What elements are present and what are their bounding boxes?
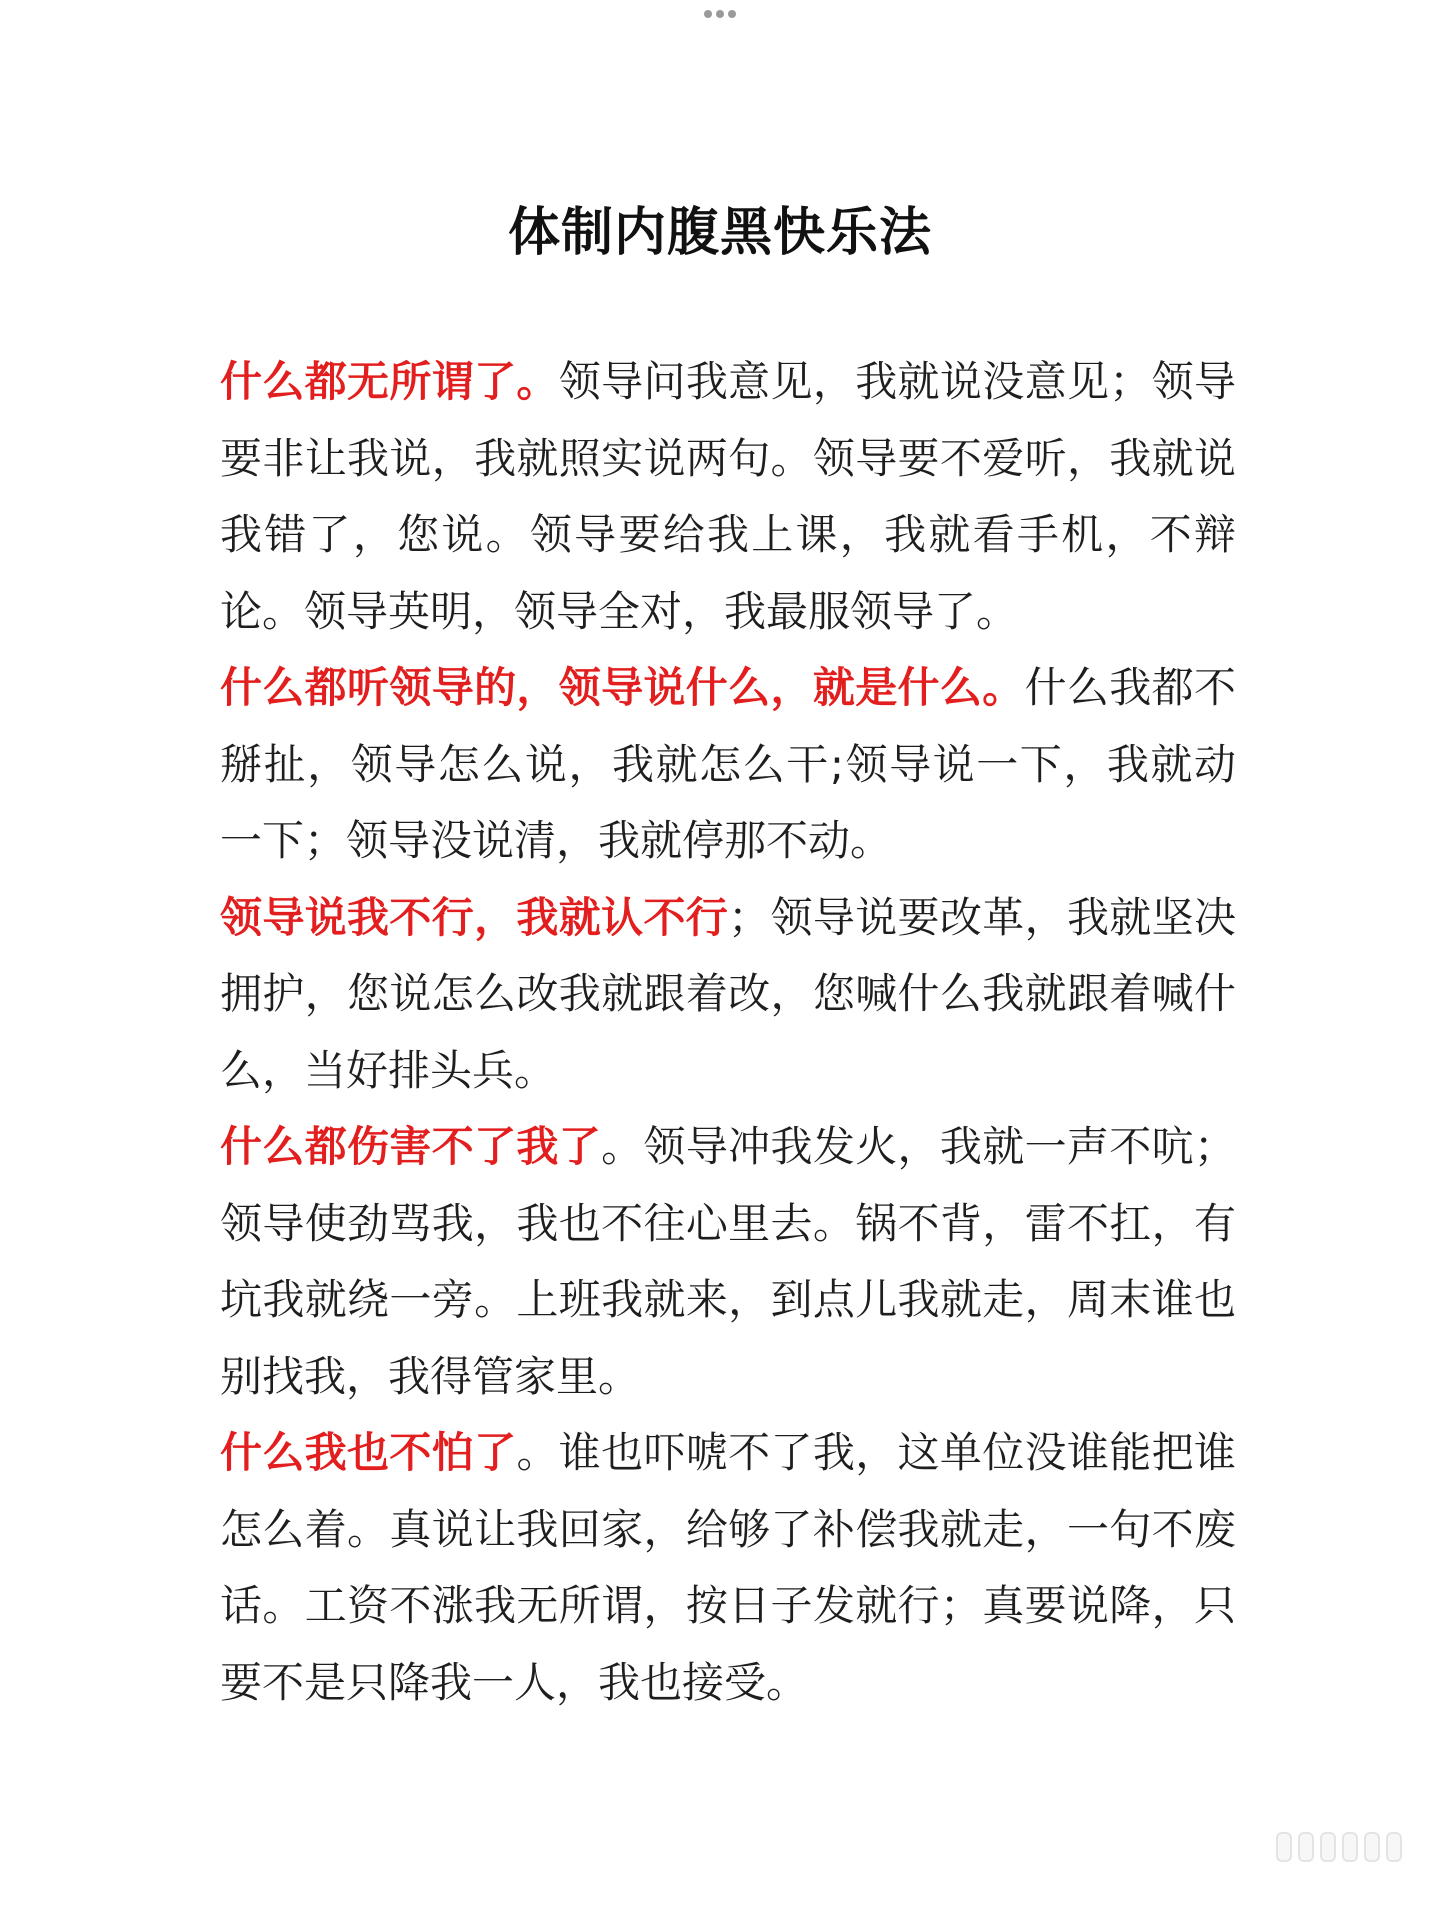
paragraph-lead: 什么都伤害不了我了 [220,1122,602,1171]
paragraph-lead: 什么都听领导的，领导说什么，就是什么。 [220,663,1025,712]
paragraph-lead: 什么都无所谓了。 [220,357,559,406]
paragraph-1 [220,344,1236,650]
watermark-bar [1342,1832,1358,1862]
watermark-bar [1276,1832,1292,1862]
paragraph-text: ；领导说要改革，我就坚决拥护，您说怎么改我就跟着改，您喊什么我就跟着喊什么，当好排头兵。 [220,892,1236,1095]
paragraph-text: 领导问我意见，我就说没意见；领导要非让我说，我就照实说两句。领导要不爱听，我就说我错了，您说。领导要给我上课，我就看手机，不辩论。领导英明，领导全对，我最服领导了。 [220,357,1236,636]
page-title: 体制内腹黑快乐法 [507,203,932,263]
dot [704,10,712,18]
paragraph-text: 。领导冲我发火，我就一声不吭；领导使劲骂我，我也不往心里去。锅不背，雷不扛，有坑我就绕一旁。上班我就来，到点儿我就走，周末谁也别找我，我得管家里。 [220,1122,1236,1401]
paragraph-text: 。谁也吓唬不了我，这单位没谁能把谁怎么着。真说让我回家，给够了补偿我就走，一句不废话。工资不涨我无所谓，按日子发就行；真要说降，只要不是只降我一人，我也接受。 [220,1428,1236,1707]
watermark-bar [1320,1832,1336,1862]
watermark-icon [1276,1832,1402,1862]
article-body [220,344,1236,1721]
watermark-bar [1386,1832,1402,1862]
watermark-bar [1364,1832,1380,1862]
dot [716,10,724,18]
paragraph-2 [220,650,1236,880]
dot [728,10,736,18]
paragraph-3 [220,880,1236,1110]
paragraph-lead: 什么我也不怕了 [220,1428,517,1477]
paragraph-lead: 领导说我不行，我就认不行 [220,892,729,942]
watermark-bar [1298,1832,1314,1862]
paragraph-4 [220,1109,1236,1415]
paragraph-text: 什么我都不掰扯，领导怎么说，我就怎么干;领导说一下，我就动一下；领导没说清，我就停那不动。 [220,663,1236,865]
more-options-icon[interactable] [704,10,736,18]
paragraph-5 [220,1415,1236,1721]
